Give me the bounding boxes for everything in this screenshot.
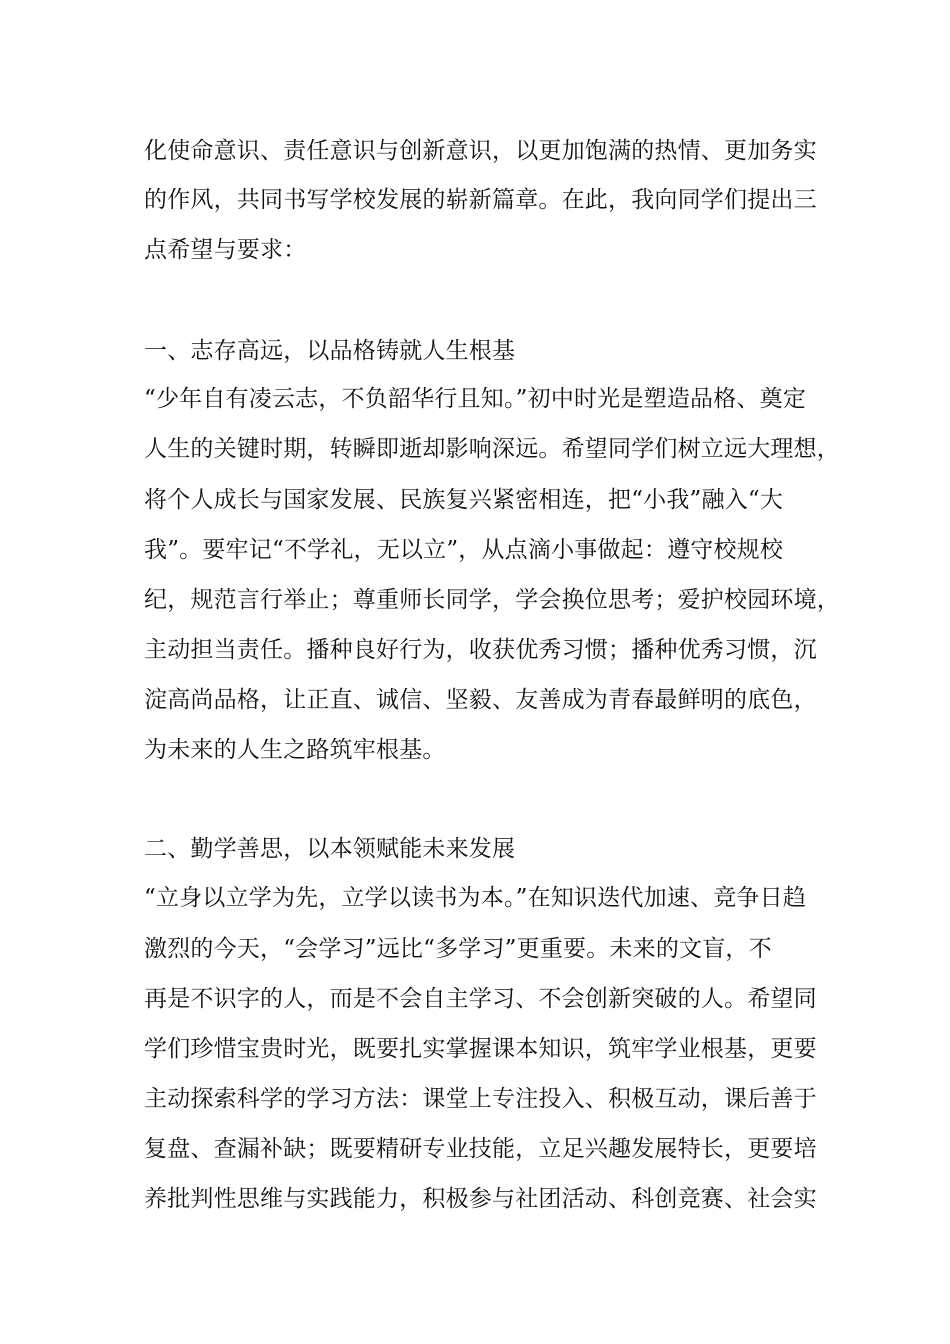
paragraph-line: “少年自有凌云志，不负韶华行且知。”初中时光是塑造品格、奠定 (144, 386, 807, 412)
intro-line: 的作风，共同书写学校发展的崭新篇章。在此，我向同学们提出三 (144, 187, 817, 213)
paragraph-line: 我”。要牢记“不学礼，无以立”，从点滴小事做起：遵守校规校 (144, 537, 784, 563)
paragraph-line: 主动担当责任。播种良好行为，收获优秀习惯；播种优秀习惯，沉 (144, 637, 817, 663)
paragraph-line: 学们珍惜宝贵时光，既要扎实掌握课本知识，筑牢学业根基，更要 (144, 1036, 817, 1062)
paragraph-line: “立身以立学为先，立学以读书为本。”在知识迭代加速、竞争日趋 (144, 885, 807, 911)
paragraph-line: 淀高尚品格，让正直、诚信、坚毅、友善成为青春最鲜明的底色， (144, 687, 817, 713)
intro-line: 点希望与要求： (144, 237, 307, 263)
intro-line: 化使命意识、责任意识与创新意识，以更加饱满的热情、更加务实 (144, 138, 817, 164)
section-heading: 一、志存高远，以品格铸就人生根基 (144, 338, 516, 364)
paragraph-line: 将个人成长与国家发展、民族复兴紧密相连，把“小我”融入“大 (144, 487, 784, 513)
paragraph-line: 激烈的今天，“会学习”远比“多学习”更重要。未来的文盲，不 (144, 936, 772, 962)
paragraph-line: 再是不识字的人，而是不会自主学习、不会创新突破的人。希望同 (144, 986, 817, 1012)
paragraph-line: 主动探索科学的学习方法：课堂上专注投入、积极互动，课后善于 (144, 1086, 817, 1112)
paragraph-line: 为未来的人生之路筑牢根基。 (144, 737, 446, 763)
paragraph-line: 人生的关键时期，转瞬即逝却影响深远。希望同学们树立远大理想， (144, 436, 840, 462)
paragraph-line: 养批判性思维与实践能力，积极参与社团活动、科创竞赛、社会实 (144, 1186, 817, 1212)
paragraph-line: 复盘、查漏补缺；既要精研专业技能，立足兴趣发展特长，更要培 (144, 1136, 817, 1162)
paragraph-line: 纪，规范言行举止；尊重师长同学，学会换位思考；爱护校园环境， (144, 587, 840, 613)
section-heading: 二、勤学善思，以本领赋能未来发展 (144, 836, 516, 862)
